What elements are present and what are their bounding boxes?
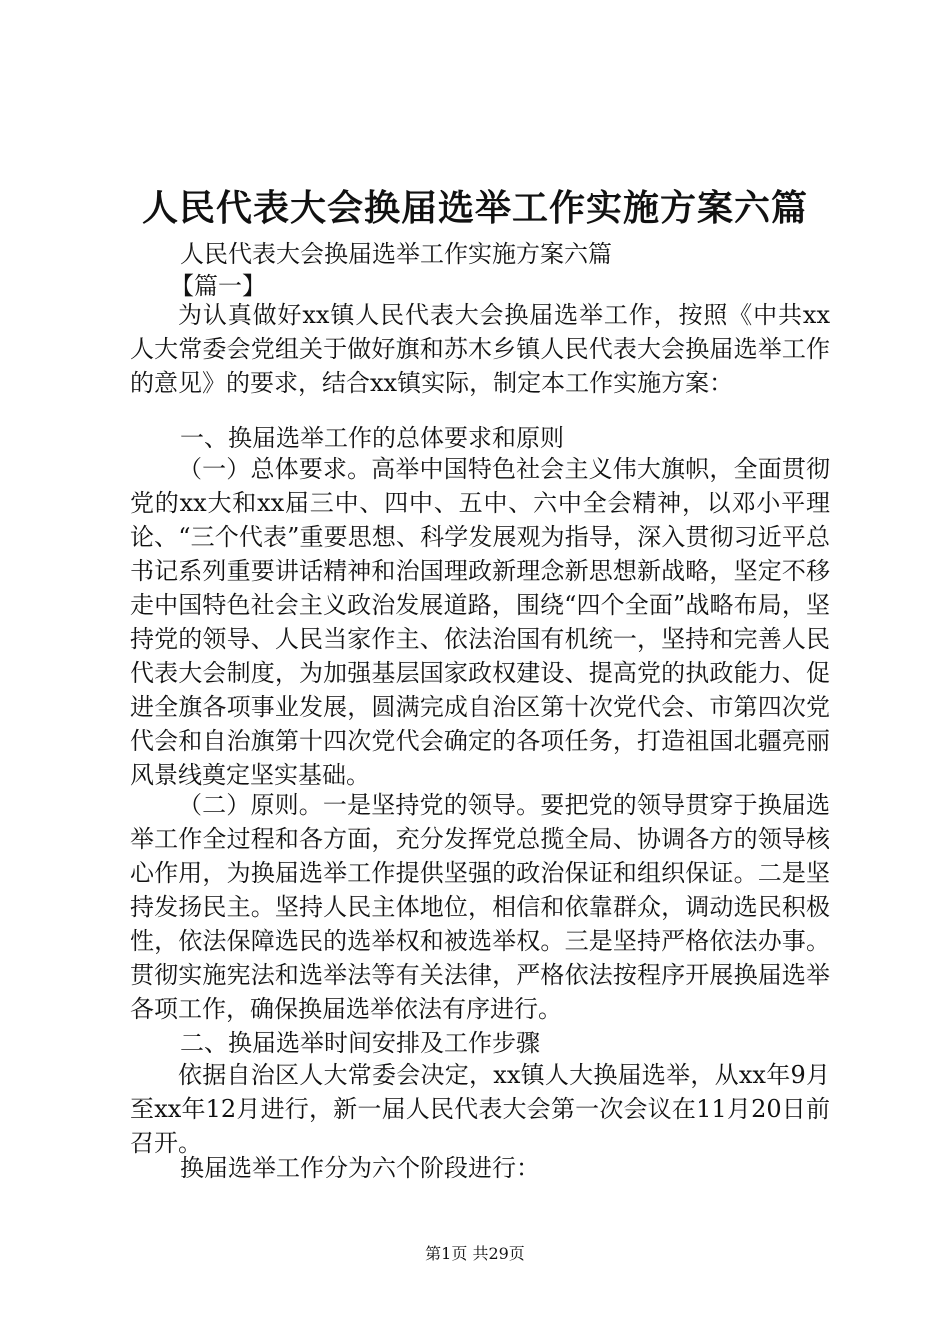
intro-paragraph: 为认真做好xx镇人民代表大会换届选举工作，按照《中共xx人大常委会党组关于做好旗和苏木乡镇人民代表大会换届选举工作的意见》的要求，结合xx镇实际，制定本工作实施方案： — [130, 301, 830, 397]
section-heading-1: 一、换届选举工作的总体要求和原则 — [180, 424, 564, 452]
paragraph-stages: 换届选举工作分为六个阶段进行： — [180, 1154, 540, 1182]
section-heading-2: 二、换届选举时间安排及工作步骤 — [180, 1029, 540, 1057]
page-number-footer: 第1页 共29页 — [425, 1244, 525, 1263]
paragraph-principles: （二）原则。一是坚持党的领导。要把党的领导贯穿于换届选举工作全过程和各方面，充分发挥党总揽全局、协调各方的领导核心作用，为换届选举工作提供坚强的政治保证和组织保证。二是坚持发扬民主。坚持人民主体地位，相信和依靠群众，调动选民积极性，依法保障选民的选举权和被选举权。三是坚持严格依法办事。贯彻实施宪法和选举法等有关法律，严格依法按程序开展换届选举各项工作，确保换届选举依法有序进行。 — [130, 791, 830, 1023]
section-label: 【篇一】 — [170, 272, 266, 300]
paragraph-general-requirements: （一）总体要求。高举中国特色社会主义伟大旗帜，全面贯彻党的xx大和xx届三中、四中、五中、六中全会精神，以邓小平理论、“三个代表”重要思想、科学发展观为指导，深入贯彻习近平总书记系列重要讲话精神和治国理政新理念新思想新战略，坚定不移走中国特色社会主义政治发展道路，围绕“四个全面”战略布局，坚持党的领导、人民当家作主、依法治国有机统一，坚持和完善人民代表大会制度，为加强基层国家政权建设、提高党的执政能力、促进全旗各项事业发展，圆满完成自治区第十次党代会、市第四次党代会和自治旗第十四次党代会确定的各项任务，打造祖国北疆亮丽风景线奠定坚实基础。 — [130, 455, 830, 789]
document-subtitle: 人民代表大会换届选举工作实施方案六篇 — [180, 240, 612, 268]
paragraph-schedule: 依据自治区人大常委会决定，xx镇人大换届选举，从xx年9月至xx年12月进行，新一届人民代表大会第一次会议在11月20日前召开。 — [130, 1061, 830, 1157]
document-title: 人民代表大会换届选举工作实施方案六篇 — [141, 187, 808, 229]
